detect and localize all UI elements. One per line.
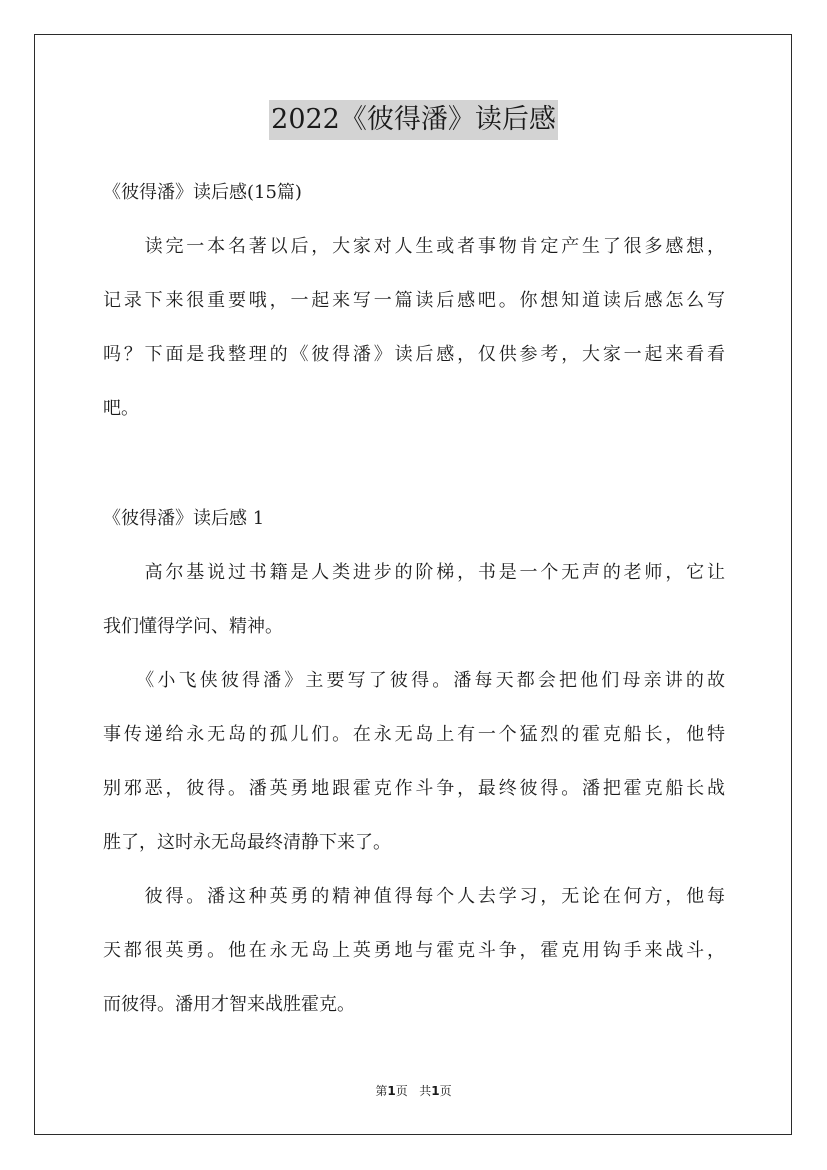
paragraph-line: 彼得。潘这种英勇的精神值得每个人去学习，无论在何方，他每 [103, 886, 725, 907]
paragraph-line: 高尔基说过书籍是人类进步的阶梯，书是一个无声的老师，它让 [103, 562, 725, 583]
document-subtitle: 《彼得潘》读后感(15篇) [103, 182, 302, 203]
intro-line: 吧。 [103, 398, 139, 419]
intro-line: 读完一本名著以后，大家对人生或者事物肯定产生了很多感想， [103, 236, 725, 257]
paragraph-line: 事传递给永无岛的孤儿们。在永无岛上有一个猛烈的霍克船长，他特 [103, 724, 725, 745]
paragraph-line: 天都很英勇。他在永无岛上英勇地与霍克斗争，霍克用钩手来战斗， [103, 940, 725, 961]
page-number: 1 [387, 1084, 396, 1098]
page-footer [0, 1083, 827, 1099]
total-prefix: 共 [419, 1084, 432, 1098]
page-suffix: 页 [395, 1084, 408, 1098]
total-suffix: 页 [439, 1084, 452, 1098]
page-prefix: 第 [375, 1084, 388, 1098]
document-title: 2022《彼得潘》读后感 [269, 100, 558, 140]
total-number: 1 [431, 1084, 440, 1098]
intro-line: 记录下来很重要哦，一起来写一篇读后感吧。你想知道读后感怎么写 [103, 290, 725, 311]
intro-line: 吗？下面是我整理的《彼得潘》读后感，仅供参考，大家一起来看看 [103, 344, 725, 365]
paragraph-line: 别邪恶，彼得。潘英勇地跟霍克作斗争，最终彼得。潘把霍克船长战 [103, 778, 725, 799]
paragraph-line: 而彼得。潘用才智来战胜霍克。 [103, 994, 355, 1015]
paragraph-line: 我们懂得学问、精神。 [103, 616, 283, 637]
section-heading: 《彼得潘》读后感 1 [103, 508, 265, 529]
paragraph-line: 胜了，这时永无岛最终清静下来了。 [103, 832, 391, 853]
paragraph-line: 《小飞侠彼得潘》主要写了彼得。潘每天都会把他们母亲讲的故 [103, 670, 725, 691]
title-container [0, 100, 827, 140]
